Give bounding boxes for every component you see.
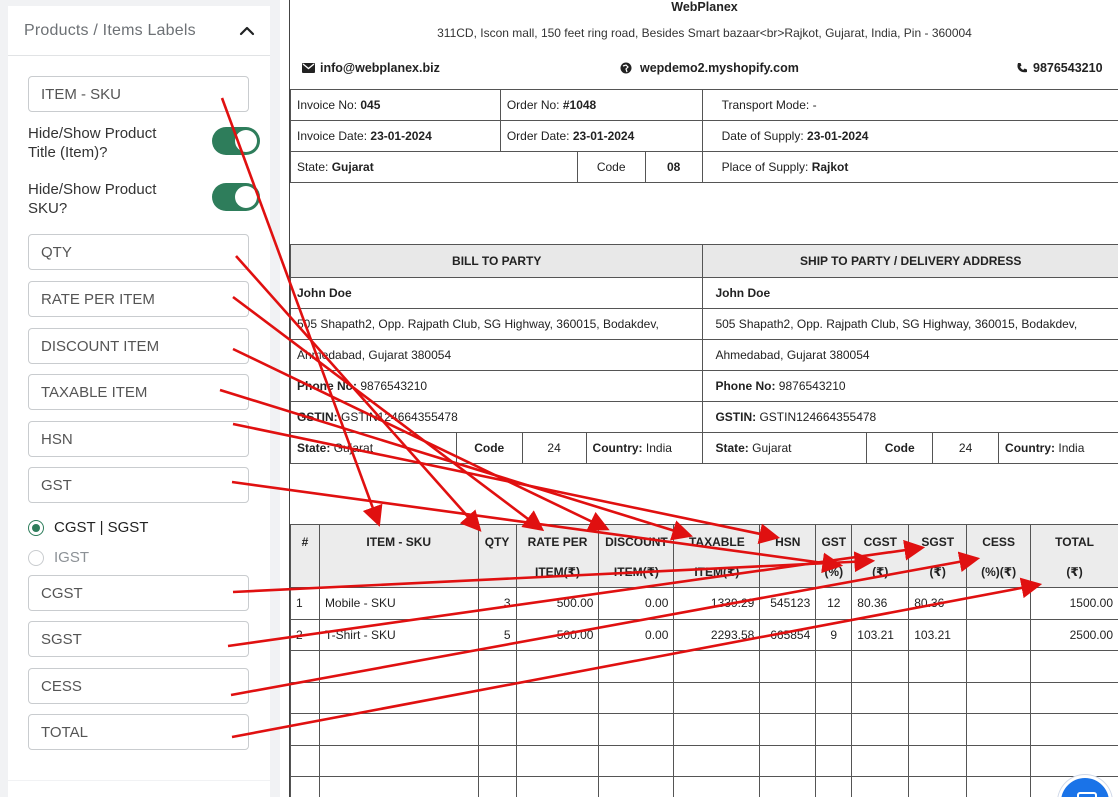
cess-label-input[interactable] — [28, 668, 249, 704]
table-cell: 103.21 — [909, 619, 967, 651]
invoice-preview — [289, 0, 1118, 797]
chat-icon — [1077, 792, 1097, 797]
items-table — [290, 524, 1118, 797]
table-cell: 500.00 — [516, 619, 599, 651]
sgst-label-input[interactable] — [28, 621, 249, 657]
table-cell — [599, 682, 674, 714]
table-cell — [852, 682, 909, 714]
table-cell: 2293.58 — [674, 619, 760, 651]
table-cell: 2500.00 — [1031, 619, 1118, 651]
table-cell — [816, 714, 852, 746]
table-cell — [674, 651, 760, 683]
table-cell — [319, 651, 478, 683]
table-cell — [760, 714, 816, 746]
table-cell — [967, 745, 1031, 777]
state: State: Gujarat — [291, 152, 578, 183]
table-cell — [967, 714, 1031, 746]
table-cell — [760, 651, 816, 683]
table-cell: 9 — [816, 619, 852, 651]
table-cell: 5 — [478, 619, 516, 651]
table-cell — [1031, 682, 1118, 714]
empty-table-row — [291, 682, 1118, 714]
items-header-cell: TAXABLE ITEM(₹) — [674, 525, 760, 588]
radio-igst[interactable] — [28, 549, 89, 566]
item-sku-label-input[interactable] — [28, 76, 249, 112]
table-cell — [816, 777, 852, 797]
table-cell — [909, 651, 967, 683]
bill-country: Country: India — [586, 433, 703, 464]
table-cell — [1031, 651, 1118, 683]
table-cell — [516, 777, 599, 797]
ship-name: John Doe — [715, 286, 771, 300]
table-cell — [674, 745, 760, 777]
code-label: Code — [577, 152, 645, 183]
ship-code-label: Code — [884, 441, 915, 455]
items-header-cell: HSN — [760, 525, 816, 588]
bill-name: John Doe — [297, 286, 352, 300]
bill-gstin: GSTIN: GSTIN124664355478 — [291, 402, 703, 433]
qty-label-input[interactable] — [28, 234, 249, 270]
empty-table-row — [291, 651, 1118, 683]
table-cell — [478, 714, 516, 746]
table-cell: 545123 — [760, 588, 816, 620]
table-cell: 1339.29 — [674, 588, 760, 620]
table-cell — [478, 651, 516, 683]
discount-label-input[interactable] — [28, 328, 249, 364]
radio-cgst-sgst[interactable] — [28, 519, 148, 536]
radio-unchecked-icon — [28, 550, 44, 566]
table-cell — [909, 745, 967, 777]
table-cell — [516, 682, 599, 714]
table-cell — [291, 777, 320, 797]
table-cell — [967, 588, 1031, 620]
table-cell — [760, 777, 816, 797]
toggle-title-switch[interactable] — [212, 127, 260, 155]
invoice-date: Invoice Date: 23-01-2024 — [291, 121, 501, 152]
table-cell — [852, 714, 909, 746]
table-cell — [967, 777, 1031, 797]
table-cell — [516, 714, 599, 746]
ship-phone: Phone No: 9876543210 — [703, 371, 1118, 402]
table-cell: 1500.00 — [1031, 588, 1118, 620]
toggle-row-title — [28, 124, 260, 162]
table-cell — [516, 745, 599, 777]
table-cell — [599, 745, 674, 777]
items-header-cell: QTY — [478, 525, 516, 588]
items-header-cell: # — [291, 525, 320, 588]
order-no: Order No: #1048 — [500, 90, 702, 121]
supply-date: Date of Supply: 23-01-2024 — [702, 121, 1118, 152]
bill-code: 24 — [522, 433, 586, 464]
table-cell: 500.00 — [516, 588, 599, 620]
table-cell — [760, 682, 816, 714]
table-row — [291, 619, 1118, 651]
table-cell — [319, 682, 478, 714]
table-cell — [599, 777, 674, 797]
company-address: 311CD, Iscon mall, 150 feet ring road, Besides Smart bazaar<br>Rajkot, Gujarat, India, Pin - 360004 — [437, 26, 972, 40]
table-cell — [967, 619, 1031, 651]
items-header-cell: DISCOUNT ITEM(₹) — [599, 525, 674, 588]
empty-table-row — [291, 745, 1118, 777]
cgst-label-input[interactable] — [28, 575, 249, 611]
table-cell — [816, 682, 852, 714]
code-value: 08 — [645, 152, 702, 183]
radio-cgst-sgst-label: CGST | SGST — [54, 519, 149, 536]
table-cell: Mobile - SKU — [319, 588, 478, 620]
items-header-cell: CGST (₹) — [852, 525, 909, 588]
table-cell — [674, 682, 760, 714]
table-cell — [760, 745, 816, 777]
table-cell: 2 — [291, 619, 320, 651]
radio-igst-label: IGST — [54, 549, 90, 566]
switch-knob — [235, 186, 257, 208]
table-cell — [319, 745, 478, 777]
next-section — [8, 781, 270, 797]
toggle-row-sku — [28, 180, 260, 218]
ship-address1: 505 Shapath2, Opp. Rajpath Club, SG Highway, 360015, Bodakdev, — [703, 309, 1118, 340]
settings-sidebar — [0, 0, 280, 797]
section-title: Products / Items Labels — [24, 21, 196, 39]
table-cell: 12 — [816, 588, 852, 620]
table-cell — [291, 682, 320, 714]
empty-table-row — [291, 714, 1118, 746]
table-cell — [319, 714, 478, 746]
table-cell — [319, 777, 478, 797]
toggle-sku-label: Hide/Show Product SKU? — [28, 181, 157, 217]
table-cell: 0.00 — [599, 619, 674, 651]
table-cell — [816, 651, 852, 683]
table-cell: 665854 — [760, 619, 816, 651]
rate-label-input[interactable] — [28, 281, 249, 317]
items-header-cell: RATE PER ITEM(₹) — [516, 525, 599, 588]
table-cell — [1031, 714, 1118, 746]
total-label-input[interactable] — [28, 714, 249, 750]
ship-gstin: GSTIN: GSTIN124664355478 — [703, 402, 1118, 433]
table-cell: 1 — [291, 588, 320, 620]
gst-label-input[interactable] — [28, 467, 249, 503]
items-header-cell: CESS (%)(₹) — [967, 525, 1031, 588]
table-cell — [852, 745, 909, 777]
table-cell — [516, 651, 599, 683]
table-cell — [291, 714, 320, 746]
switch-knob — [235, 130, 257, 152]
table-cell: 3 — [478, 588, 516, 620]
company-website: wepdemo2.myshopify.com — [620, 61, 799, 75]
table-cell — [599, 651, 674, 683]
ship-to-heading: SHIP TO PARTY / DELIVERY ADDRESS — [703, 245, 1118, 278]
table-cell — [909, 714, 967, 746]
section-header[interactable] — [8, 6, 270, 56]
envelope-icon — [302, 63, 315, 73]
company-name: WebPlanex — [671, 0, 738, 14]
table-cell — [478, 682, 516, 714]
phone-icon — [1016, 62, 1028, 74]
table-cell: 103.21 — [852, 619, 909, 651]
table-cell — [909, 777, 967, 797]
bill-to-heading: BILL TO PARTY — [291, 245, 703, 278]
party-table — [290, 244, 1118, 464]
hsn-label-input[interactable] — [28, 421, 249, 457]
toggle-title-label: Hide/Show Product Title (Item)? — [28, 125, 157, 161]
table-cell — [1031, 745, 1118, 777]
ship-address2: Ahmedabad, Gujarat 380054 — [703, 340, 1118, 371]
table-row — [291, 588, 1118, 620]
table-cell — [599, 714, 674, 746]
table-cell: 80.36 — [909, 588, 967, 620]
table-cell: T-Shirt - SKU — [319, 619, 478, 651]
items-header-cell: TOTAL (₹) — [1031, 525, 1118, 588]
items-header-cell: GST (%) — [816, 525, 852, 588]
table-cell — [852, 651, 909, 683]
table-cell: 0.00 — [599, 588, 674, 620]
taxable-label-input[interactable] — [28, 374, 249, 410]
bill-code-label: Code — [474, 441, 505, 455]
toggle-sku-switch[interactable] — [212, 183, 260, 211]
table-cell — [478, 745, 516, 777]
invoice-no: Invoice No: 045 — [291, 90, 501, 121]
items-header-cell: SGST (₹) — [909, 525, 967, 588]
party-section — [290, 244, 1118, 464]
table-cell — [674, 714, 760, 746]
table-cell — [291, 745, 320, 777]
radio-checked-icon — [28, 520, 44, 536]
order-date: Order Date: 23-01-2024 — [500, 121, 702, 152]
bill-address2: Ahmedabad, Gujarat 380054 — [291, 340, 703, 371]
table-cell — [816, 745, 852, 777]
invoice-meta-table — [290, 89, 1118, 183]
bill-address1: 505 Shapath2, Opp. Rajpath Club, SG Highway, 360015, Bodakdev, — [291, 309, 703, 340]
place-of-supply: Place of Supply: Rajkot — [702, 152, 1118, 183]
company-email: info@webplanex.biz — [302, 61, 440, 75]
transport-mode: Transport Mode: - — [702, 90, 1118, 121]
table-cell — [967, 682, 1031, 714]
table-cell — [909, 682, 967, 714]
table-cell — [852, 777, 909, 797]
bill-phone: Phone No: 9876543210 — [291, 371, 703, 402]
table-cell — [478, 777, 516, 797]
bill-state: State: Gujarat — [291, 433, 457, 464]
company-phone: 9876543210 — [1016, 61, 1103, 75]
table-cell — [674, 777, 760, 797]
ship-country: Country: India — [999, 433, 1118, 464]
ship-code: 24 — [933, 433, 999, 464]
chevron-up-icon[interactable] — [238, 22, 256, 40]
table-cell: 80.36 — [852, 588, 909, 620]
table-cell — [967, 651, 1031, 683]
ship-state: State: Gujarat — [703, 433, 867, 464]
table-cell — [291, 651, 320, 683]
items-header-cell: ITEM - SKU — [319, 525, 478, 588]
empty-table-row — [291, 777, 1118, 797]
globe-icon — [620, 62, 632, 74]
